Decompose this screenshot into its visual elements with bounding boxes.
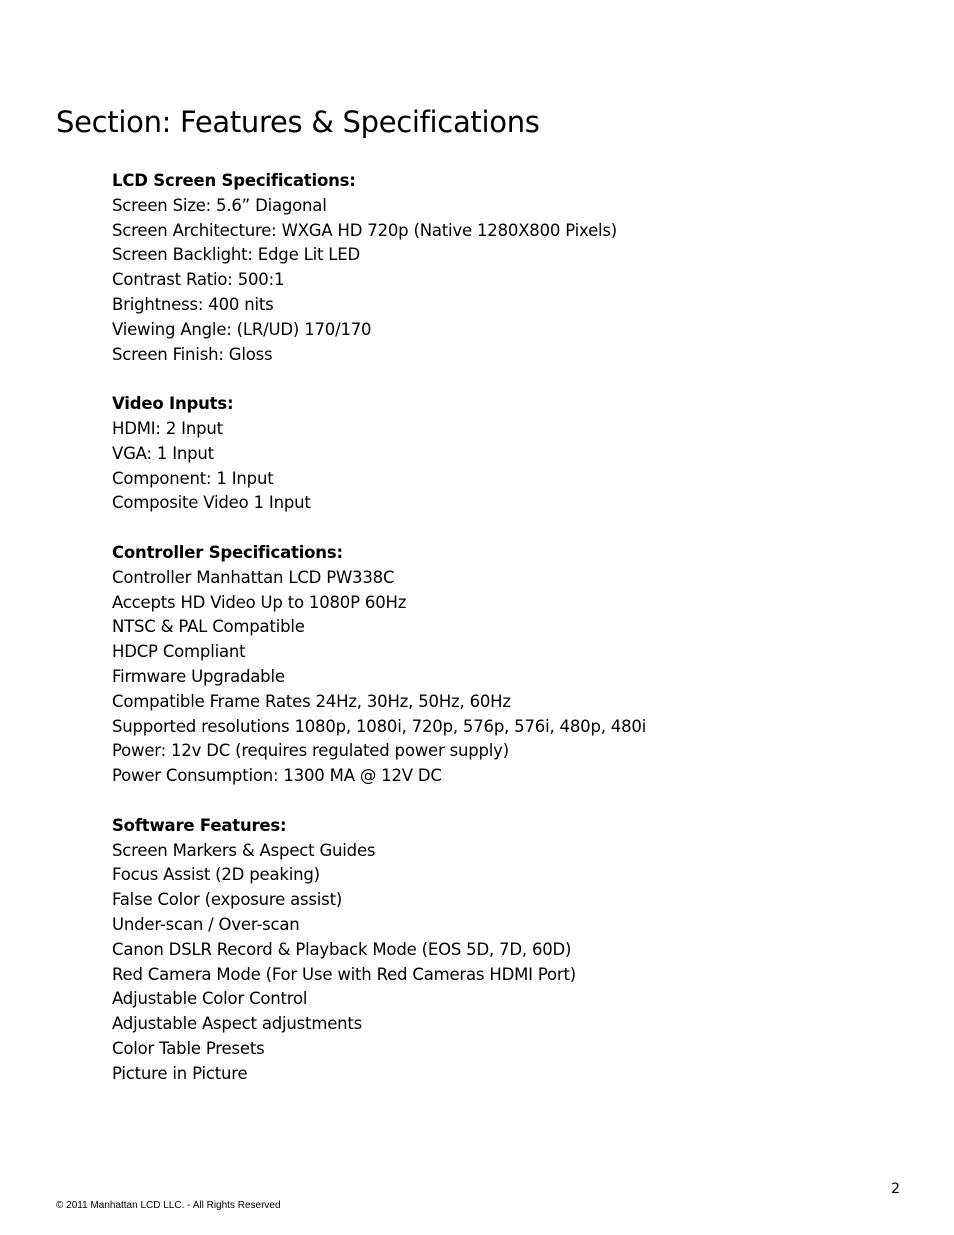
spec-line: Adjustable Aspect adjustments xyxy=(112,1014,363,1034)
spec-line: Power Consumption: 1300 MA @ 12V DC xyxy=(112,766,442,786)
spec-line: Power: 12v DC (requires regulated power supply) xyxy=(112,741,509,761)
spec-line: Component: 1 Input xyxy=(112,468,274,488)
spec-line: Compatible Frame Rates 24Hz, 30Hz, 50Hz, 60Hz xyxy=(112,691,511,711)
spec-line: Focus Assist (2D peaking) xyxy=(112,865,320,885)
section-software-features xyxy=(112,814,912,1087)
spec-line: Under-scan / Over-scan xyxy=(112,914,300,934)
spec-line: False Color (exposure assist) xyxy=(112,890,343,910)
spec-line: Brightness: 400 nits xyxy=(112,294,274,314)
spec-line: Adjustable Color Control xyxy=(112,989,308,1009)
spec-line: Accepts HD Video Up to 1080P 60Hz xyxy=(112,592,407,612)
spec-line: Screen Architecture: WXGA HD 720p (Native 1280X800 Pixels) xyxy=(112,220,618,240)
section-video-inputs xyxy=(112,392,912,516)
spec-line: Firmware Upgradable xyxy=(112,666,285,686)
spec-line: NTSC & PAL Compatible xyxy=(112,617,305,637)
spec-line: HDMI: 2 Input xyxy=(112,418,223,438)
spec-line: Viewing Angle: (LR/UD) 170/170 xyxy=(112,319,372,339)
spec-line: Canon DSLR Record & Playback Mode (EOS 5D, 7D, 60D) xyxy=(112,939,572,959)
spec-content xyxy=(112,169,912,1111)
spec-line: Controller Manhattan LCD PW338C xyxy=(112,567,395,587)
spec-line: Screen Backlight: Edge Lit LED xyxy=(112,245,360,265)
spec-line: VGA: 1 Input xyxy=(112,443,214,463)
spec-line: Screen Markers & Aspect Guides xyxy=(112,840,376,860)
section-heading: Software Features: xyxy=(112,815,287,835)
spec-line: Composite Video 1 Input xyxy=(112,493,311,513)
page-title: Section: Features & Specifications xyxy=(56,105,540,139)
section-controller-specifications xyxy=(112,541,912,789)
copyright-footer: © 2011 Manhattan LCD LLC. - All Rights Reserved xyxy=(56,1200,281,1211)
spec-line: Red Camera Mode (For Use with Red Cameras HDMI Port) xyxy=(112,964,576,984)
page-number: 2 xyxy=(891,1181,900,1197)
section-heading: Controller Specifications: xyxy=(112,542,343,562)
spec-line: Screen Finish: Gloss xyxy=(112,344,273,364)
spec-line: Contrast Ratio: 500:1 xyxy=(112,270,285,290)
spec-line: Screen Size: 5.6” Diagonal xyxy=(112,195,327,215)
section-heading: Video Inputs: xyxy=(112,394,234,414)
section-lcd-screen-specifications xyxy=(112,169,912,367)
spec-line: Picture in Picture xyxy=(112,1063,248,1083)
spec-line: Color Table Presets xyxy=(112,1038,265,1058)
spec-line: HDCP Compliant xyxy=(112,642,246,662)
spec-line: Supported resolutions 1080p, 1080i, 720p, 576p, 576i, 480p, 480i xyxy=(112,716,647,736)
section-heading: LCD Screen Specifications: xyxy=(112,171,356,190)
